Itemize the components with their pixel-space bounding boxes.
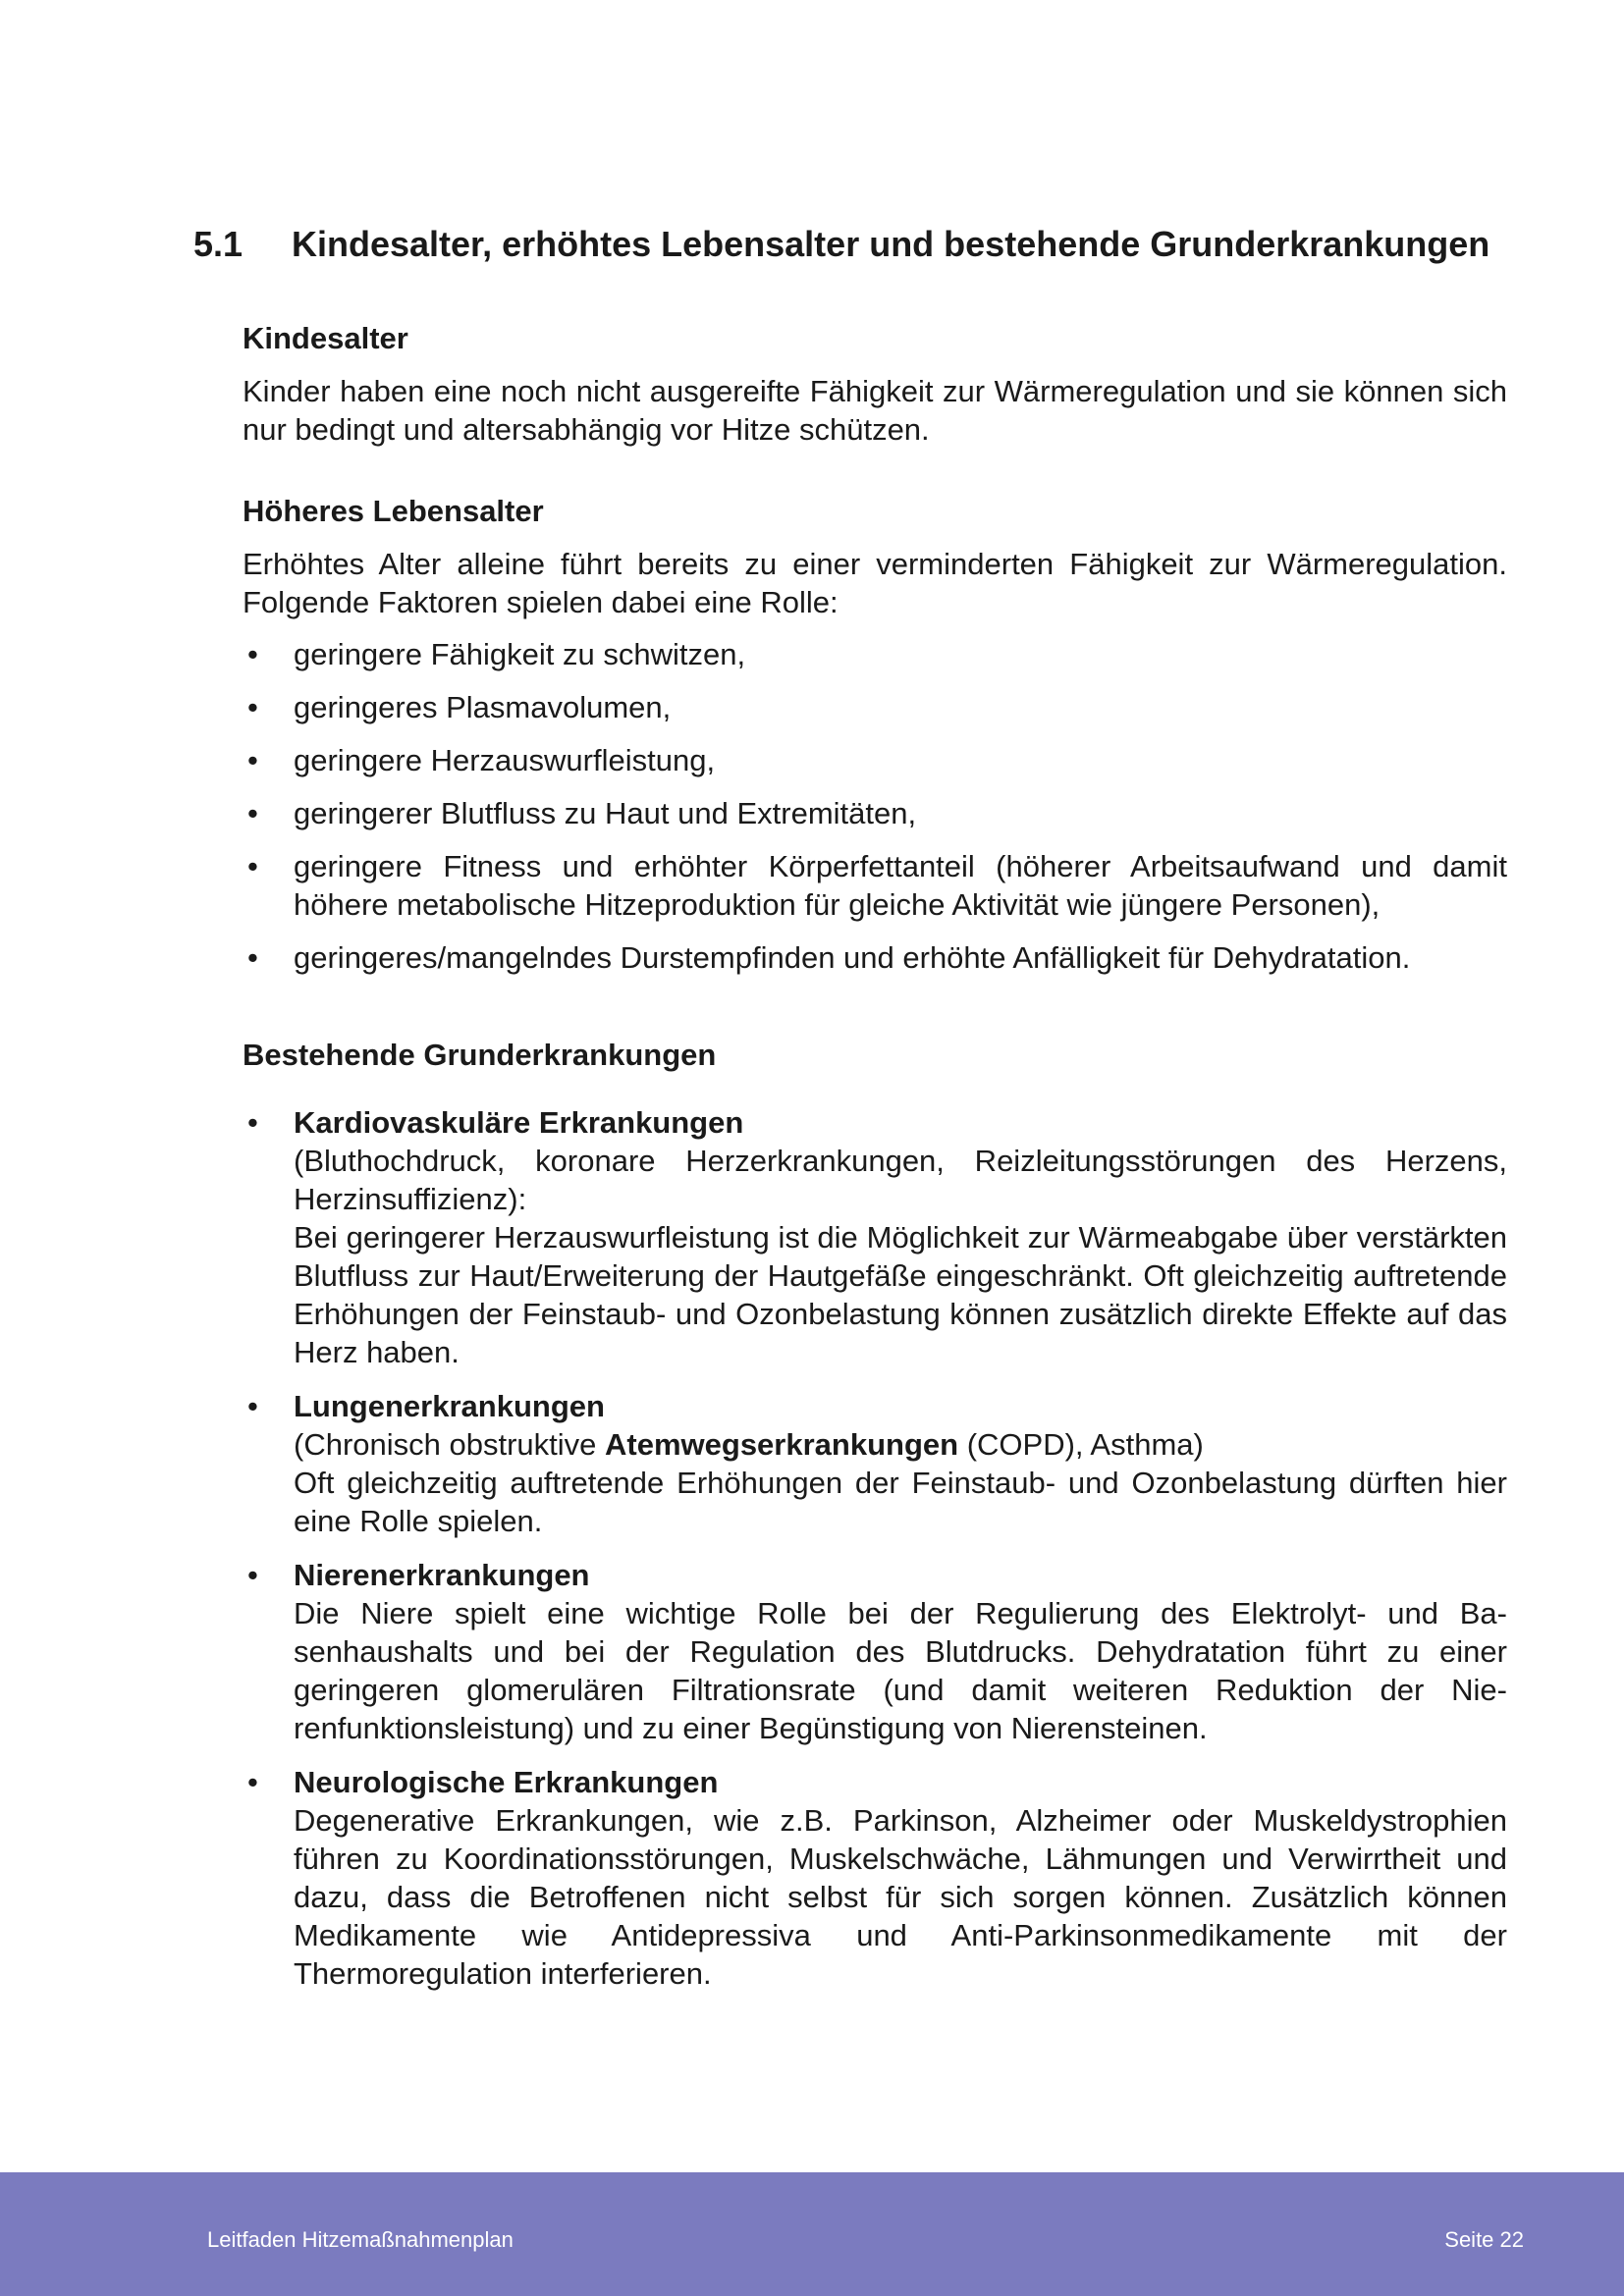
- condition-title: • Neurologische Erkrankungen: [294, 1765, 719, 1799]
- condition-title: • Nierenerkrankungen: [294, 1558, 590, 1592]
- condition-subtitle-bold: Atemwegserkrankungen: [605, 1427, 959, 1462]
- footer-document-title: Leitfaden Hitzemaßnahmenplan: [207, 2227, 514, 2252]
- page-content: [243, 319, 1507, 2008]
- condition-subtitle-post: (COPD), Asthma): [958, 1427, 1204, 1462]
- condition-title: • Lungenerkrankungen: [294, 1389, 605, 1423]
- grunderkrankungen-heading: Bestehende Grunderkrankungen: [243, 1038, 717, 1072]
- condition-text: Die Niere spielt eine wichtige Rolle bei der Regulierung des Elektrolyt- und Basenhaushalts und bei der Regulation des Blutdrucks. Dehydratation führt zu einer geringeren glomerulären Filtrationsrate (und damit weiteren Reduktion der Nierenfunktionsleistung) und zu einer Begünstigung von Nierensteinen.: [294, 1596, 1507, 1745]
- section-title: Kindesalter, erhöhtes Lebensalter und bestehende Grunderkrankungen: [292, 224, 1490, 264]
- condition-text: Degenerative Erkrankungen, wie z.B. Parkinson, Alzheimer oder Muskeldystrophien führen zu Koordinationsstörungen, Muskelschwäche, Lähmungen und Verwirrtheit und dazu, dass die Betroffenen nicht selbst für sich sorgen können. Zusätzlich können Medikamente wie Antidepressiva und Anti-Parkinsonmedikamente mit der Thermoregulation interferieren.: [294, 1803, 1507, 1991]
- list-item: • geringere Herzauswurfleistung,: [243, 741, 1507, 779]
- factor-list: [243, 635, 1507, 977]
- grunderkrankungen-section: [243, 1036, 1507, 1993]
- condition-text: Oft gleichzeitig auftretende Erhöhungen der Feinstaub- und Ozonbelastung dürften hier eine Rolle spielen.: [294, 1466, 1507, 1538]
- condition-item-kardiovaskulaer: [243, 1103, 1507, 1371]
- hoeheres-lebensalter-intro: Erhöhtes Alter alleine führt bereits zu einer verminderten Fähigkeit zur Wärmeregulation. Folgende Faktoren spielen dabei eine Rolle:: [243, 547, 1507, 619]
- condition-item-niere: [243, 1556, 1507, 1747]
- hoeheres-lebensalter-section: [243, 492, 1507, 977]
- condition-subtitle: [294, 1425, 1507, 1464]
- condition-title: • Kardiovaskuläre Erkrankungen: [294, 1105, 744, 1140]
- list-item: • geringerer Blutfluss zu Haut und Extremitäten,: [243, 794, 1507, 832]
- footer-page-number: Seite 22: [1444, 2227, 1524, 2252]
- condition-item-neuro: [243, 1763, 1507, 1993]
- list-item: • geringeres/mangelndes Durstempfinden und erhöhte Anfälligkeit für Dehydratation.: [243, 938, 1507, 977]
- condition-item-lunge: [243, 1387, 1507, 1540]
- list-item: • geringeres Plasmavolumen,: [243, 688, 1507, 726]
- condition-subtitle: (Bluthochdruck, koronare Herzerkrankungen, Reizleitungsstörungen des Herzens, Herzinsuffizienz):: [294, 1144, 1507, 1216]
- kindesalter-heading: Kindesalter: [243, 321, 408, 355]
- condition-text: Bei geringerer Herzauswurfleistung ist die Möglichkeit zur Wärmeabgabe über verstärkten Blutfluss zur Haut/Erweiterung der Hautgefäße eingeschränkt. Oft gleichzeitig auftretende Erhöhungen der Feinstaub- und Ozonbelastung können zusätzlich direkte Effekte auf das Herz haben.: [294, 1220, 1507, 1369]
- kindesalter-section: [243, 319, 1507, 449]
- section-heading: [193, 224, 1489, 265]
- condition-list: [243, 1103, 1507, 1993]
- section-number: 5.1: [193, 224, 244, 264]
- condition-subtitle-pre: (Chronisch obstruktive: [294, 1427, 606, 1462]
- hoeheres-lebensalter-heading: Höheres Lebensalter: [243, 494, 544, 528]
- list-item: • geringere Fitness und erhöhter Körperfettanteil (höherer Arbeitsaufwand und damit höhere metabolische Hitzeproduktion für gleiche Aktivität wie jüngere Personen),: [243, 847, 1507, 924]
- list-item: • geringere Fähigkeit zu schwitzen,: [243, 635, 1507, 673]
- kindesalter-text: Kinder haben eine noch nicht ausgereifte Fähigkeit zur Wärmeregulation und sie können sich nur bedingt und altersabhängig vor Hitze schützen.: [243, 374, 1507, 447]
- page-footer: [0, 2172, 1624, 2296]
